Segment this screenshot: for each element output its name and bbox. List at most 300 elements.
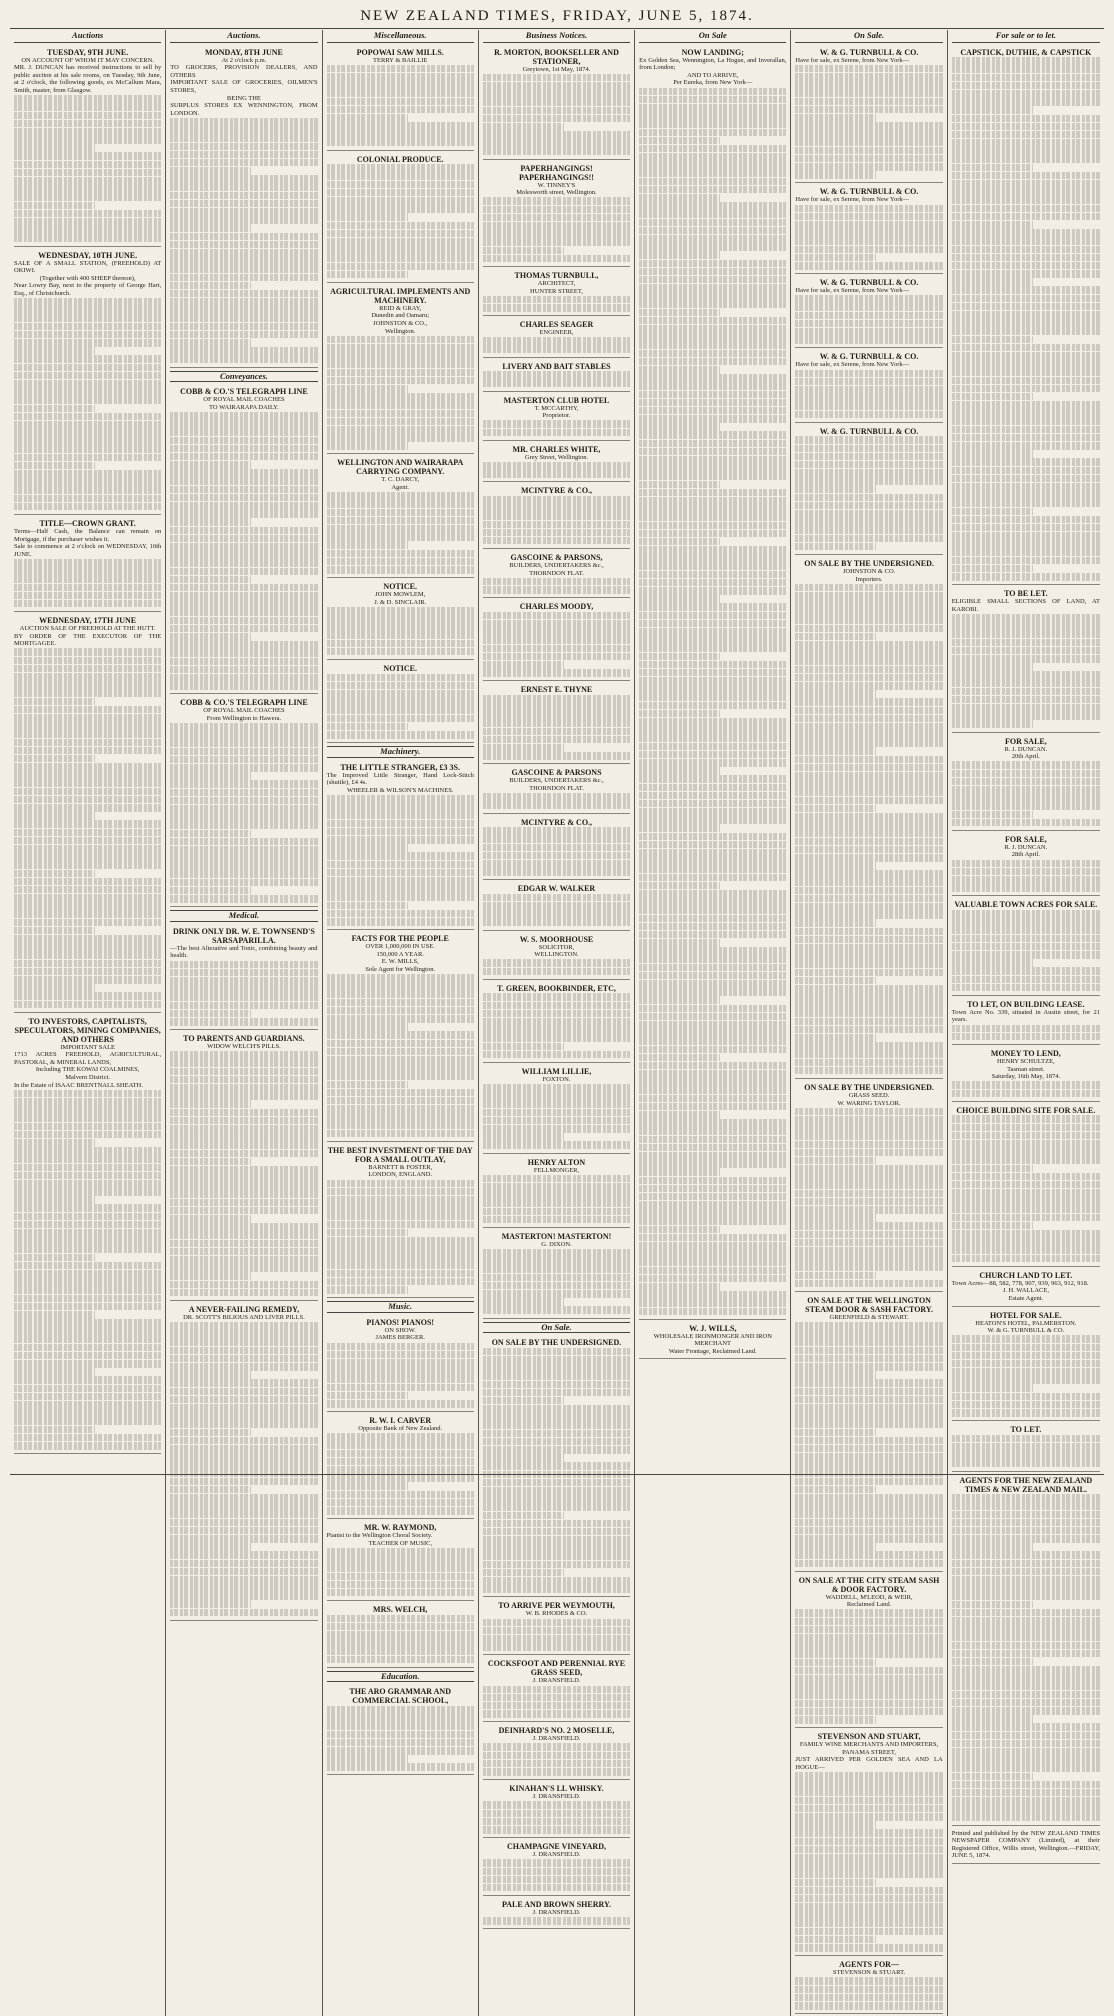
illegible-body-text <box>327 1180 474 1294</box>
advertisement-text: Tasman street. <box>1007 1065 1045 1073</box>
advertisement-title: CHARLES SEAGER <box>519 320 594 330</box>
advertisement <box>327 1603 474 1668</box>
advertisement-text: Molesworth street, Wellington. <box>516 189 597 197</box>
advertisement-title: WEDNESDAY, 10TH JUNE. <box>38 250 138 260</box>
advertisement-text: FELLMONGER, <box>533 1166 580 1174</box>
advertisement-title: MCINTYRE & CO., <box>520 486 593 496</box>
advertisement-text: W. & G. TURNBULL & CO. <box>987 1327 1065 1335</box>
advertisement-title: WELLINGTON AND WAIRARAPA CARRYING COMPANY. <box>337 458 464 477</box>
advertisement-text: AND TO ARRIVE, <box>687 71 739 79</box>
illegible-body-text <box>795 1609 942 1723</box>
advertisement-text: W. WARING TAYLOR. <box>837 1099 901 1107</box>
illegible-body-text <box>483 197 630 262</box>
illegible-body-text <box>14 559 161 608</box>
advertisement-text: Have for sale, ex Serene, from New York— <box>795 196 910 204</box>
advertisement-text: WELLINGTON. <box>534 951 579 959</box>
illegible-body-text <box>483 993 630 1058</box>
advertisement-title: PAPERHANGINGS! PAPERHANGINGS!! <box>519 163 594 182</box>
section-heading: Music. <box>327 1301 474 1313</box>
advertisement <box>795 425 942 555</box>
advertisement-text: ARCHITECT, <box>537 279 576 287</box>
illegible-body-text <box>327 65 474 146</box>
advertisement-title: COCKSFOOT AND PERENNIAL RYE GRASS SEED, <box>487 1659 626 1678</box>
advertisement-title: GASCOINE & PARSONS <box>511 768 602 778</box>
column-heading: Auctions. <box>170 30 317 43</box>
advertisement <box>795 350 942 422</box>
advertisement-title: NOW LANDING; <box>681 47 744 57</box>
advertisement-title: W. & G. TURNBULL & CO. <box>819 426 919 436</box>
advertisement-title: R. MORTON, BOOKSELLER AND STATIONER, <box>494 47 619 66</box>
advertisement-text: Estate Agent. <box>1008 1294 1044 1302</box>
advertisement-text: Sale to commence at 2 o'clock on WEDNESDAY, 10th JUNE. <box>14 543 162 558</box>
column-heading: Miscellaneous. <box>327 30 474 43</box>
illegible-body-text <box>795 1772 942 1952</box>
illegible-body-text <box>952 1081 1100 1097</box>
advertisement-text: Per Eureka, from New York— <box>673 79 753 87</box>
section-heading: Conveyances. <box>170 371 317 383</box>
illegible-body-text <box>952 761 1100 826</box>
illegible-body-text <box>795 295 942 344</box>
advertisement-title: NOTICE. <box>383 664 417 674</box>
advertisement-title: THE LITTLE STRANGER, £3 3S. <box>340 762 460 772</box>
advertisement-text: J. DRANSFIELD. <box>532 1793 581 1801</box>
advertisement <box>327 932 474 1142</box>
advertisement-text: ON ACCOUNT OF WHOM IT MAY CONCERN. <box>21 56 154 64</box>
advertisement-text: HUNTER STREET, <box>530 287 583 295</box>
illegible-body-text <box>483 1348 630 1593</box>
advertisement-text: Sole Agent for Wellington. <box>365 965 436 973</box>
advertisement <box>14 1015 161 1454</box>
illegible-body-text <box>483 1801 630 1833</box>
advertisement-text: TO GROCERS, PROVISION DEALERS, AND OTHERS <box>170 64 318 79</box>
advertisement-text: BY ORDER OF THE EXECUTOR OF THE MORTGAGEE. <box>14 632 162 648</box>
advertisement <box>327 153 474 283</box>
advertisement <box>795 1958 942 2014</box>
advertisement-text: SOLICITOR, <box>538 943 575 951</box>
advertisement <box>795 1081 942 1292</box>
advertisement <box>952 46 1100 586</box>
advertisement-title: WEDNESDAY, 17TH JUNE <box>39 616 137 626</box>
advertisement-text: T. C. DARCY, <box>381 476 420 484</box>
advertisement-text: MR. J. DUNCAN has received instructions to sell by public auction at his sale rooms, on Tuesday, 9th June, at 2 o'clock, the following goods, ex McCallum Mara, Smith, master, from Glasgow. <box>14 64 162 94</box>
advertisement <box>483 1782 630 1838</box>
advertisement-title: TO INVESTORS, CAPITALISTS, SPECULATORS, MINING COMPANIES, AND OTHERS <box>14 1016 161 1044</box>
advertisement-text: J. DRANSFIELD. <box>532 1677 581 1685</box>
advertisement-title: TO LET. <box>1010 1425 1042 1435</box>
advertisement <box>639 1322 786 1360</box>
column-2 <box>166 30 322 2016</box>
advertisement-text: J. H. WALLACE, <box>1002 1287 1049 1295</box>
illegible-body-text <box>327 1615 474 1664</box>
illegible-body-text <box>952 860 1100 892</box>
advertisement-text: WHEELER & WILSON'S MACHINES. <box>346 786 454 794</box>
advertisement <box>483 443 630 483</box>
column-6 <box>791 30 947 2016</box>
advertisement-text: WADDELL, M'LEOD, & WEIR, <box>825 1593 913 1601</box>
advertisement <box>170 385 317 694</box>
advertisement-text: OF ROYAL MAIL COACHES <box>203 396 285 404</box>
illegible-body-text <box>952 1115 1100 1262</box>
illegible-body-text <box>952 1435 1100 1467</box>
advertisement-text: Town Acres—88, 582, 778, 907, 939, 963, 912, 918. <box>951 1279 1089 1287</box>
advertisement <box>327 285 474 455</box>
advertisement <box>483 933 630 980</box>
column-5 <box>635 30 791 2016</box>
advertisement-title: W. & G. TURNBULL & CO. <box>819 187 919 197</box>
advertisement-title: THOMAS TURNBULL, <box>514 270 599 280</box>
illegible-body-text <box>170 412 317 690</box>
advertisement-title: W. J. WILLS, <box>689 1323 737 1333</box>
advertisement-text: Malvern District. <box>65 1074 111 1082</box>
advertisement-text: 150,000 A YEAR. <box>376 950 424 958</box>
advertisement-title: MCINTYRE & CO., <box>520 817 593 827</box>
illegible-body-text <box>327 974 474 1137</box>
advertisement-title: VALUABLE TOWN ACRES FOR SALE. <box>954 900 1098 910</box>
advertisement-title: MASTERTON CLUB HOTEL <box>503 395 610 405</box>
advertisement-title: HOTEL FOR SALE. <box>989 1310 1062 1320</box>
illegible-body-text <box>483 1859 630 1891</box>
advertisement-text: Grey Street, Wellington. <box>524 453 589 461</box>
column-3 <box>323 30 479 2016</box>
advertisement-title: MR. CHARLES WHITE, <box>512 444 601 454</box>
advertisement-text: Including THE KOWAI COALMINES, <box>35 1066 140 1074</box>
illegible-body-text <box>327 1706 474 1771</box>
advertisement-text: Pianist to the Wellington Choral Society. <box>326 1532 433 1540</box>
advertisement-text: Have for sale, ex Serene, from New York— <box>795 56 910 64</box>
illegible-body-text <box>483 793 630 809</box>
advertisement <box>483 484 630 549</box>
advertisement-text: Town Acre No. 339, situated in Austin street, for 21 years. <box>951 1008 1100 1024</box>
advertisement <box>14 517 161 612</box>
advertisement-title: MRS. WELCH, <box>373 1605 428 1615</box>
advertisement-text: REID & GRAY, <box>379 304 422 312</box>
advertisement <box>952 1047 1100 1102</box>
illegible-body-text <box>795 370 942 419</box>
illegible-body-text <box>483 420 630 436</box>
advertisement <box>952 587 1100 732</box>
advertisement-text: E. W. MILLS, <box>381 958 419 966</box>
advertisement <box>170 1032 317 1301</box>
advertisement <box>483 1898 630 1929</box>
advertisement <box>952 1104 1100 1267</box>
section-heading: Education. <box>327 1671 474 1683</box>
advertisement-title: CHAMPAGNE VINEYARD, <box>507 1842 606 1852</box>
advertisement <box>952 898 1100 995</box>
illegible-body-text <box>483 337 630 353</box>
section-heading: On Sale. <box>483 1322 630 1334</box>
illegible-body-text <box>795 436 942 550</box>
advertisement <box>327 662 474 743</box>
advertisement <box>483 1599 630 1655</box>
advertisement <box>483 394 630 441</box>
advertisement-title: W. & G. TURNBULL & CO. <box>819 47 919 57</box>
advertisement-text: At 2 o'clock p.m. <box>221 56 267 64</box>
advertisement-text: WIDOW WELCH'S PILLS. <box>207 1043 281 1051</box>
advertisement-title: PALE AND BROWN SHERRY. <box>501 1900 612 1910</box>
advertisement <box>483 1724 630 1780</box>
advertisement-title: THE ARO GRAMMAR AND COMMERCIAL SCHOOL, <box>349 1687 451 1706</box>
advertisement <box>483 683 630 764</box>
advertisement-title: ON SALE AT THE WELLINGTON STEAM DOOR & SASH FACTORY. <box>805 1295 933 1314</box>
advertisement <box>795 1730 942 1956</box>
advertisement-text: ELIGIBLE SMALL SECTIONS OF LAND, AT KAROBI. <box>951 598 1100 613</box>
advertisement-text: 1713 ACRES FREEHOLD, AGRICULTURAL, PASTORAL, & MINERAL LANDS, <box>14 1051 162 1066</box>
advertisement <box>483 46 630 160</box>
advertisement <box>795 46 942 184</box>
masthead: NEW ZEALAND TIMES, FRIDAY, JUNE 5, 1874. <box>360 8 754 24</box>
advertisement-text: SALE OF A SMALL STATION, (FREEHOLD) AT OKIWI. <box>14 259 162 275</box>
advertisement <box>483 600 630 681</box>
advertisement-title: MONDAY, 8TH JUNE <box>204 47 283 57</box>
newspaper-page <box>10 0 1104 1977</box>
illegible-body-text <box>327 336 474 450</box>
advertisement <box>327 1521 474 1601</box>
advertisement <box>483 816 630 881</box>
advertisement <box>952 998 1100 1045</box>
advertisement-text: STEVENSON & STUART. <box>832 1969 906 1977</box>
advertisement-text: BARNETT & FOSTER, <box>368 1163 433 1171</box>
illegible-body-text <box>14 1090 161 1450</box>
advertisement <box>14 46 161 247</box>
illegible-body-text <box>795 1108 942 1288</box>
advertisement-title: DEINHARD'S NO. 2 MOSELLE, <box>498 1726 615 1736</box>
advertisement-text: GRASS SEED. <box>848 1091 890 1099</box>
advertisement-title: ERNEST E. THYNE <box>520 685 593 695</box>
section-heading: Machinery. <box>327 746 474 758</box>
advertisement-title: NOTICE. <box>383 582 417 592</box>
illegible-body-text <box>170 118 317 363</box>
column-heading: On Sale <box>639 30 786 43</box>
advertisement-title: ON SALE AT THE CITY STEAM SASH & DOOR FACTORY. <box>798 1575 940 1594</box>
advertisement <box>483 766 630 813</box>
illegible-body-text <box>952 1335 1100 1416</box>
illegible-body-text <box>483 371 630 387</box>
advertisement-text: 28th April. <box>1011 851 1040 859</box>
advertisement-text: FOXTON. <box>542 1075 571 1083</box>
advertisement-text: TO WAIRARAPA DAILY. <box>209 403 279 411</box>
advertisement-text: OF ROYAL MAIL COACHES <box>203 707 285 715</box>
advertisement-text: TERRY & BAILLIE <box>373 56 428 64</box>
advertisement-text: Agent. <box>391 484 409 492</box>
advertisement-text: ON SHOW. <box>384 1326 416 1334</box>
advertisement <box>170 696 317 907</box>
advertisement-text: The Improved Little Stranger, Hand Lock-Stitch (shuttle), £4 4s. <box>326 771 474 787</box>
advertisement-title: HENRY ALTON <box>527 1157 586 1167</box>
advertisement-text: AUCTION SALE OF FREEHOLD AT THE HUTT. <box>19 625 156 633</box>
illegible-body-text <box>170 1322 317 1616</box>
advertisement <box>483 1657 630 1722</box>
advertisement-title: TITLE—CROWN GRANT. <box>39 518 136 528</box>
advertisement <box>952 735 1100 831</box>
advertisement <box>952 1269 1100 1307</box>
illegible-body-text <box>483 827 630 876</box>
advertisement <box>483 269 630 316</box>
advertisement-title: CHURCH LAND TO LET. <box>979 1270 1073 1280</box>
advertisement <box>483 551 630 598</box>
advertisement <box>952 1423 1100 1471</box>
illegible-body-text <box>795 584 942 1075</box>
illegible-body-text <box>483 894 630 926</box>
advertisement-text: Proprietor. <box>542 412 571 420</box>
advertisement-title: MASTERTON! MASTERTON! <box>501 1231 612 1241</box>
advertisement-title: ON SALE BY THE UNDERSIGNED. <box>804 558 934 568</box>
advertisement-title: EDGAR W. WALKER <box>517 884 596 894</box>
illegible-body-text <box>795 205 942 270</box>
advertisement-title: COBB & CO.'S TELEGRAPH LINE <box>180 698 308 708</box>
advertisement <box>483 1230 630 1319</box>
illegible-body-text <box>483 959 630 975</box>
advertisement <box>483 360 630 392</box>
advertisement <box>327 1144 474 1298</box>
advertisement-title: W. & G. TURNBULL & CO. <box>819 352 919 362</box>
advertisement <box>483 882 630 930</box>
advertisement <box>327 1414 474 1519</box>
advertisement <box>952 1828 1100 1864</box>
advertisement <box>483 1840 630 1896</box>
advertisement-text: Have for sale, ex Serene, from New York— <box>795 287 910 295</box>
advertisement-text: BEING THE <box>226 94 261 102</box>
advertisement-text: IMPORTANT SALE OF GROCERIES, OILMEN'S STORES, <box>170 79 318 94</box>
advertisement-text: Saturday, 16th May, 1874. <box>991 1073 1061 1081</box>
illegible-body-text <box>170 1051 317 1296</box>
advertisement-text: W. TINNEY'S <box>537 181 576 189</box>
advertisement-title: AGRICULTURAL IMPLEMENTS AND MACHINERY. <box>330 286 471 305</box>
advertisement-title: TO ARRIVE PER WEYMOUTH, <box>498 1601 615 1611</box>
advertisement-title: GASCOINE & PARSONS, <box>510 553 603 563</box>
advertisement <box>170 46 317 368</box>
illegible-body-text <box>170 723 317 903</box>
advertisement-title: FOR SALE, <box>1004 834 1047 844</box>
advertisement <box>170 925 317 1030</box>
advertisement-title: TO BE LET. <box>1004 589 1048 599</box>
advertisement-title: STEVENSON AND STUART, <box>817 1732 921 1742</box>
advertisement-text: —The best Alterative and Tonic, combining beauty and health. <box>170 944 318 960</box>
advertisement-text: ENGINEER, <box>539 329 574 337</box>
illegible-body-text <box>639 88 786 1316</box>
advertisement <box>795 1574 942 1728</box>
advertisement-title: FOR SALE, <box>1004 736 1047 746</box>
advertisement-text: J. DRANSFIELD. <box>532 1909 581 1917</box>
advertisement-text: R. J. DUNCAN. <box>1004 843 1048 851</box>
advertisement-text: T. MCCARTHY, <box>534 404 579 412</box>
advertisement-text: Importers. <box>855 575 883 583</box>
column-7 <box>948 30 1104 2016</box>
advertisement-title: THE BEST INVESTMENT OF THE DAY FOR A SMALL OUTLAY, <box>327 1145 473 1164</box>
advertisement-text: Dunedin and Oamaru; <box>371 312 430 320</box>
illegible-body-text <box>795 1977 942 2009</box>
advertisement-text: J. DRANSFIELD. <box>532 1851 581 1859</box>
illegible-body-text <box>795 65 942 179</box>
advertisement-title: CHOICE BUILDING SITE FOR SALE. <box>956 1105 1096 1115</box>
advertisement-text: JOHNSTON & CO., <box>373 320 428 328</box>
columns-grid <box>10 30 1104 1977</box>
illegible-body-text <box>14 298 161 510</box>
advertisement-text: (Together with 400 SHEEP thereon), <box>39 274 136 282</box>
advertisement-title: ON SALE BY THE UNDERSIGNED. <box>491 1338 622 1348</box>
advertisement-title: TO PARENTS AND GUARDIANS. <box>183 1034 305 1044</box>
advertisement-title: LIVERY AND BAIT STABLES <box>502 361 611 371</box>
advertisement-text: TEACHER OF MUSIC, <box>368 1539 433 1547</box>
illegible-body-text <box>327 1343 474 1408</box>
illegible-body-text <box>483 496 630 545</box>
advertisement <box>327 580 474 660</box>
advertisement-title: PIANOS! PIANOS! <box>366 1317 435 1327</box>
section-heading: Medical. <box>170 910 317 922</box>
illegible-body-text <box>952 1494 1100 1821</box>
advertisement-title: DRINK ONLY DR. W. E. TOWNSEND'S SARSAPARILLA. <box>173 926 315 945</box>
column-heading: For sale or to let. <box>952 30 1100 43</box>
column-heading: On Sale. <box>795 30 942 43</box>
illegible-body-text <box>483 1084 630 1149</box>
illegible-body-text <box>483 1743 630 1775</box>
advertisement-text: Have for sale, ex Serene, from New York— <box>795 361 910 369</box>
advertisement <box>327 761 474 930</box>
advertisement-title: AGENTS FOR— <box>839 1960 899 1970</box>
illegible-body-text <box>483 74 630 155</box>
advertisement <box>483 318 630 358</box>
advertisement <box>952 1474 1100 1826</box>
advertisement-title: W. S. MOORHOUSE <box>519 934 594 944</box>
advertisement-text: HENRY SCHULTZE, <box>997 1058 1055 1066</box>
advertisement-title: TO LET, ON BUILDING LEASE. <box>967 999 1085 1009</box>
illegible-body-text <box>327 492 474 573</box>
advertisement-title: POPOWAI SAW MILLS. <box>356 47 444 57</box>
column-heading: Business Notices. <box>483 30 630 43</box>
illegible-body-text <box>483 1249 630 1314</box>
bottom-rule <box>10 1474 1104 1475</box>
advertisement-title: CAPSTICK, DUTHIE, & CAPSTICK <box>960 47 1092 57</box>
illegible-body-text <box>327 164 474 278</box>
illegible-body-text <box>952 910 1100 991</box>
illegible-body-text <box>483 695 630 760</box>
column-heading: Auctions <box>14 30 161 43</box>
illegible-body-text <box>327 795 474 925</box>
advertisement <box>952 833 1100 897</box>
advertisement-text: Near Lowry Bay, next to the property of George Hart, Esq., of Christchurch. <box>14 282 162 297</box>
advertisement <box>639 46 786 1320</box>
advertisement-text: Opposite Bank of New Zealand. <box>358 1425 443 1433</box>
advertisement-text: J. DRANSFIELD. <box>532 1735 581 1743</box>
advertisement-text: FAMILY WINE MERCHANTS AND IMPORTERS, <box>799 1741 939 1749</box>
illegible-body-text <box>952 614 1100 728</box>
advertisement-title: A NEVER-FAILING REMEDY, <box>188 1304 300 1314</box>
advertisement-text: OVER 1,000,000 IN USE. <box>365 943 435 951</box>
column-1 <box>10 30 166 2016</box>
illegible-body-text <box>483 1917 630 1925</box>
illegible-body-text <box>14 648 161 1008</box>
illegible-body-text <box>327 1548 474 1597</box>
advertisement <box>795 1294 942 1572</box>
masthead-rule <box>10 28 1104 29</box>
advertisement <box>952 1309 1100 1422</box>
advertisement-title: R. W. I. CARVER <box>369 1416 432 1426</box>
illegible-body-text <box>170 961 317 1026</box>
advertisement-text: LONDON, ENGLAND. <box>368 1171 433 1179</box>
advertisement-text: JUST ARRIVED PER GOLDEN SEA AND LA HOGUE— <box>795 1756 943 1771</box>
advertisement-text: THORNDON FLAT. <box>529 569 584 577</box>
illegible-body-text <box>795 1322 942 1567</box>
illegible-body-text <box>327 607 474 656</box>
advertisement-title: MR. W. RAYMOND, <box>364 1523 437 1533</box>
advertisement-title: W. & G. TURNBULL & CO. <box>819 278 919 288</box>
advertisement <box>327 1685 474 1775</box>
advertisement <box>170 1303 317 1621</box>
advertisement-text: Ex Golden Sea, Wennington, La Hogue, and Inverallan, from London; <box>639 56 787 72</box>
advertisement-text: 20th April. <box>1011 753 1040 761</box>
advertisement <box>483 1065 630 1154</box>
advertisement-text: From Wellington to Hawera. <box>206 714 282 722</box>
advertisement-text: Terms—Half Cash, the Balance can remain on Mortgage, if the purchaser wishes it. <box>14 527 162 543</box>
